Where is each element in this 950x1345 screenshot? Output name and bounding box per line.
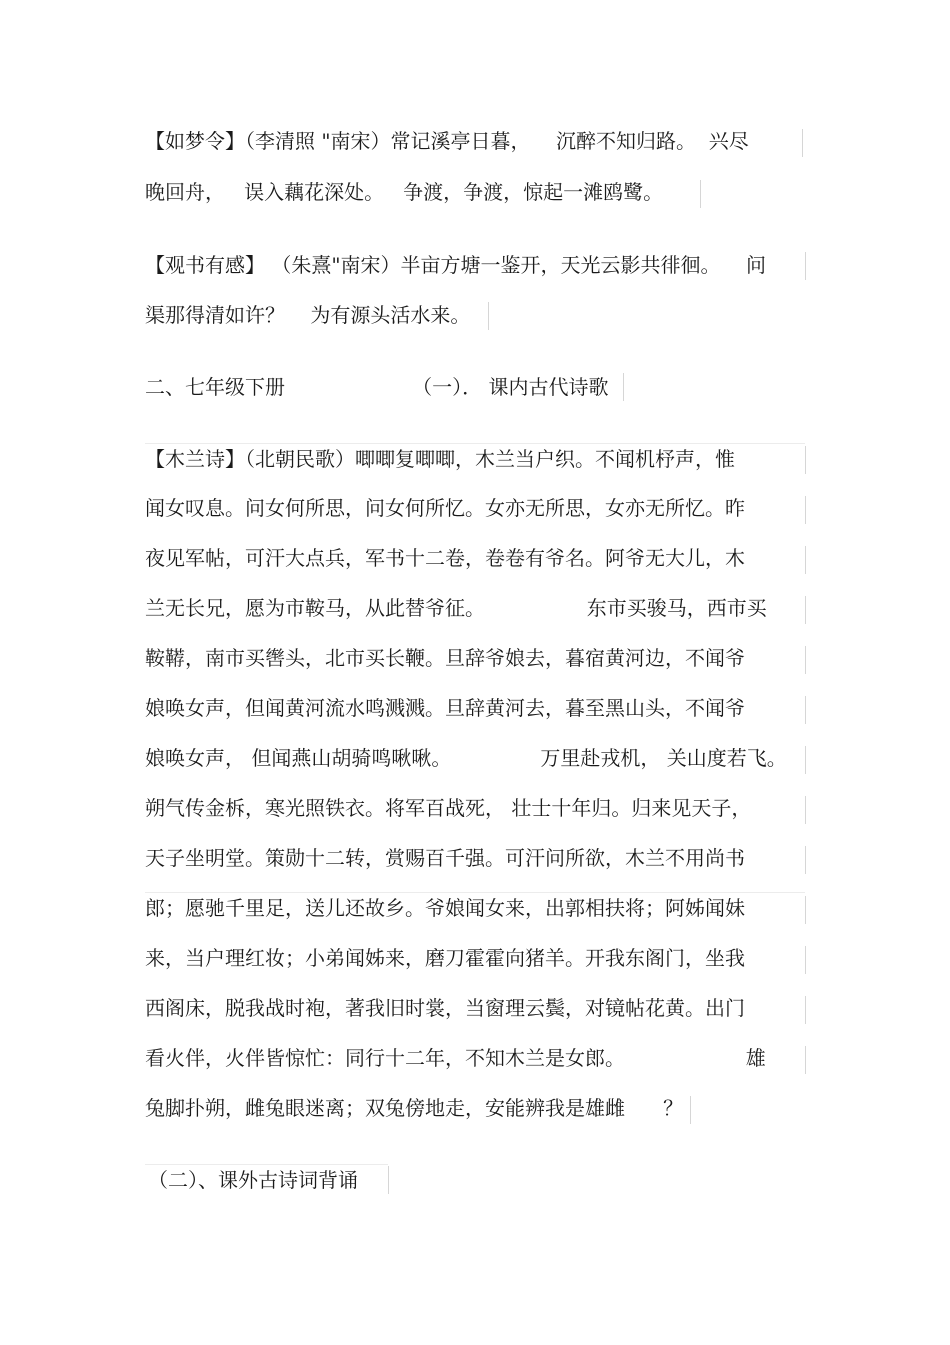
scan-edge-rule xyxy=(805,846,806,874)
mulan-line-1: 【木兰诗】（北朝民歌）唧唧复唧唧，木兰当户织。不闻机杼声，惟 xyxy=(145,447,735,471)
scan-edge-rule xyxy=(802,129,803,157)
mulan-line-6: 娘唤女声，但闻黄河流水鸣溅溅。旦辞黄河去，暮至黑山头，不闻爷 xyxy=(145,696,745,720)
scan-edge-rule xyxy=(805,746,806,774)
mulan-line-3: 夜见军帖，可汗大点兵，军书十二卷，卷卷有爷名。阿爷无大儿，木 xyxy=(145,546,745,570)
scan-edge-line xyxy=(145,892,805,893)
scan-edge-rule xyxy=(805,896,806,924)
mulan-line-7: 娘唤女声， 但闻燕山胡骑鸣啾啾。 万里赴戎机， 关山度若飞。 xyxy=(145,746,787,770)
mulan-line-8: 朔气传金柝，寒光照铁衣。将军百战死， 壮士十年归。归来见天子， xyxy=(145,796,752,820)
mulan-line-2: 闻女叹息。问女何所思，问女何所忆。女亦无所思，女亦无所忆。昨 xyxy=(145,496,745,520)
scan-edge-rule xyxy=(805,696,806,724)
scan-edge-rule xyxy=(488,302,489,330)
scan-edge-rule xyxy=(690,1096,691,1124)
scan-edge-rule xyxy=(805,596,806,624)
scan-edge-rule xyxy=(805,796,806,824)
poem-guanshuyougan-line-1: 【观书有感】 （朱熹"南宋）半亩方塘一鉴开，天光云影共徘徊。 问 xyxy=(145,253,766,277)
mulan-line-9: 天子坐明堂。策勋十二转，赏赐百千强。可汗问所欲，木兰不用尚书 xyxy=(145,846,745,870)
scan-edge-rule xyxy=(805,252,806,280)
scan-edge-rule xyxy=(700,180,701,208)
mulan-line-13: 看火伴，火伴皆惊忙：同行十二年，不知木兰是女郎。 雄 xyxy=(145,1046,766,1070)
scan-edge-line xyxy=(145,1164,388,1165)
subsection-heading: （二）、课外古诗词背诵 xyxy=(148,1168,358,1192)
scan-edge-rule xyxy=(805,546,806,574)
mulan-line-5: 鞍鞯，南市买辔头，北市买长鞭。旦辞爷娘去，暮宿黄河边，不闻爷 xyxy=(145,646,745,670)
scan-edge-rule xyxy=(805,446,806,474)
mulan-line-4: 兰无长兄，愿为市鞍马，从此替爷征。 东市买骏马，西市买 xyxy=(145,596,767,620)
scan-edge-rule xyxy=(805,946,806,974)
mulan-line-12: 西阁床，脱我战时袍，著我旧时裳，当窗理云鬓，对镜帖花黄。出门 xyxy=(145,996,745,1020)
section-heading: 二、七年级下册 （一）． 课内古代诗歌 xyxy=(145,375,609,399)
mulan-line-11: 来，当户理红妆；小弟闻姊来，磨刀霍霍向猪羊。开我东阁门，坐我 xyxy=(145,946,745,970)
scan-edge-rule xyxy=(805,996,806,1024)
scan-edge-line xyxy=(145,443,805,444)
scan-edge-rule xyxy=(805,646,806,674)
poem-guanshuyougan-line-2: 渠那得清如许？ 为有源头活水来。 xyxy=(145,303,471,327)
poem-rumengling-line-2: 晚回舟， 误入藕花深处。 争渡，争渡，惊起一滩鸥鹭。 xyxy=(145,180,664,204)
poem-rumengling-line-1: 【如梦令】（李清照 "南宋）常记溪亭日暮， 沉醉不知归路。 兴尽 xyxy=(145,129,749,153)
mulan-line-10: 郎；愿驰千里足，送儿还故乡。爷娘闻女来，出郭相扶将；阿姊闻妹 xyxy=(145,896,745,920)
scan-edge-rule xyxy=(388,1166,389,1194)
scan-edge-rule xyxy=(623,373,624,401)
scan-edge-rule xyxy=(805,1046,806,1074)
scan-edge-rule xyxy=(805,496,806,524)
mulan-line-14: 兔脚扑朔，雌兔眼迷离；双兔傍地走，安能辨我是雄雌 ？ xyxy=(145,1096,684,1120)
